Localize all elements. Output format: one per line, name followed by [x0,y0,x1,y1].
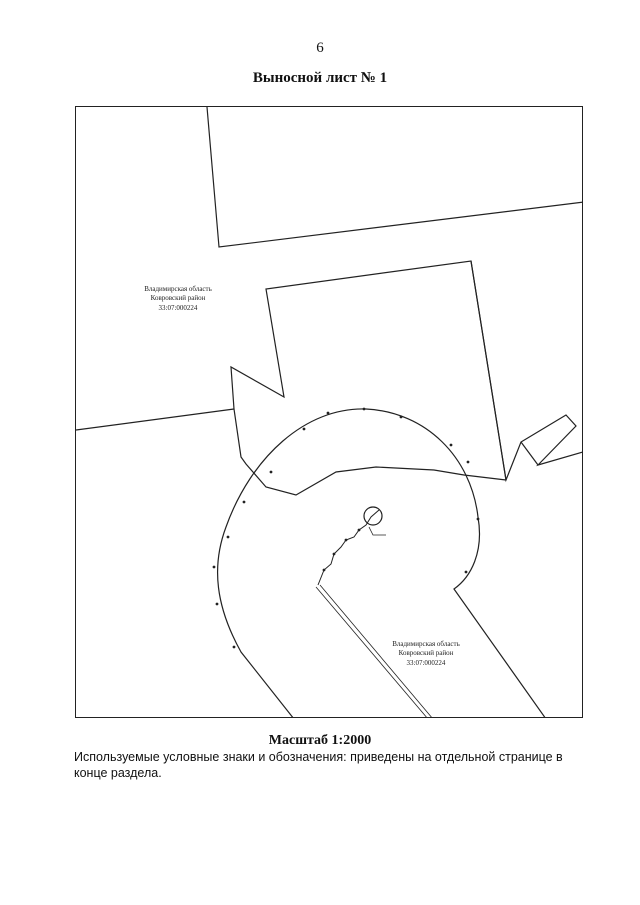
cadastral-map [75,106,583,718]
vertex-point [323,569,326,572]
vertex-point [363,408,366,411]
road-contour [218,409,546,718]
vertex-point [400,416,403,419]
scale-label: Масштаб 1:2000 [268,733,372,748]
left-field-line [76,409,234,430]
region-upper-line2: Ковровский район [150,294,206,302]
vertex-point [270,471,273,474]
vertex-point [213,566,216,569]
page-number: 6 [316,40,324,56]
well-circle [364,507,382,525]
upper-parcel-boundary [207,107,583,247]
vertex-point [477,518,480,521]
vertex-point [216,603,219,606]
region-upper-line3: 33:07:000224 [158,304,198,312]
vertex-point [233,646,236,649]
vertex-point [465,571,468,574]
region-lower-line3: 33:07:000224 [406,659,446,667]
main-parcel-boundary [231,261,583,480]
region-upper-line1: Владимирская область [144,285,212,293]
vertex-point [358,529,361,532]
legend-note: Используемые условные знаки и обозначения: приведены на отдельной странице в конце раздела. [74,750,563,780]
arrow-tip-shape [521,442,538,465]
well-marker-lines [369,527,386,535]
vertex-point [303,428,306,431]
parcel-lower-edge [234,409,506,495]
vertex-points [213,408,480,649]
vertex-point [327,412,330,415]
vertex-point [243,501,246,504]
vertex-point [450,444,453,447]
map-drawing [76,107,583,718]
inner-divider-line [471,261,506,480]
vertex-point [333,553,336,556]
region-lower-line2: Ковровский район [398,649,454,657]
vertex-point [345,539,348,542]
sheet-title: Выносной лист № 1 [252,70,388,86]
vertex-point [227,536,230,539]
vertex-point [467,461,470,464]
region-lower-line1: Владимирская область [392,640,460,648]
route-line [318,510,379,585]
